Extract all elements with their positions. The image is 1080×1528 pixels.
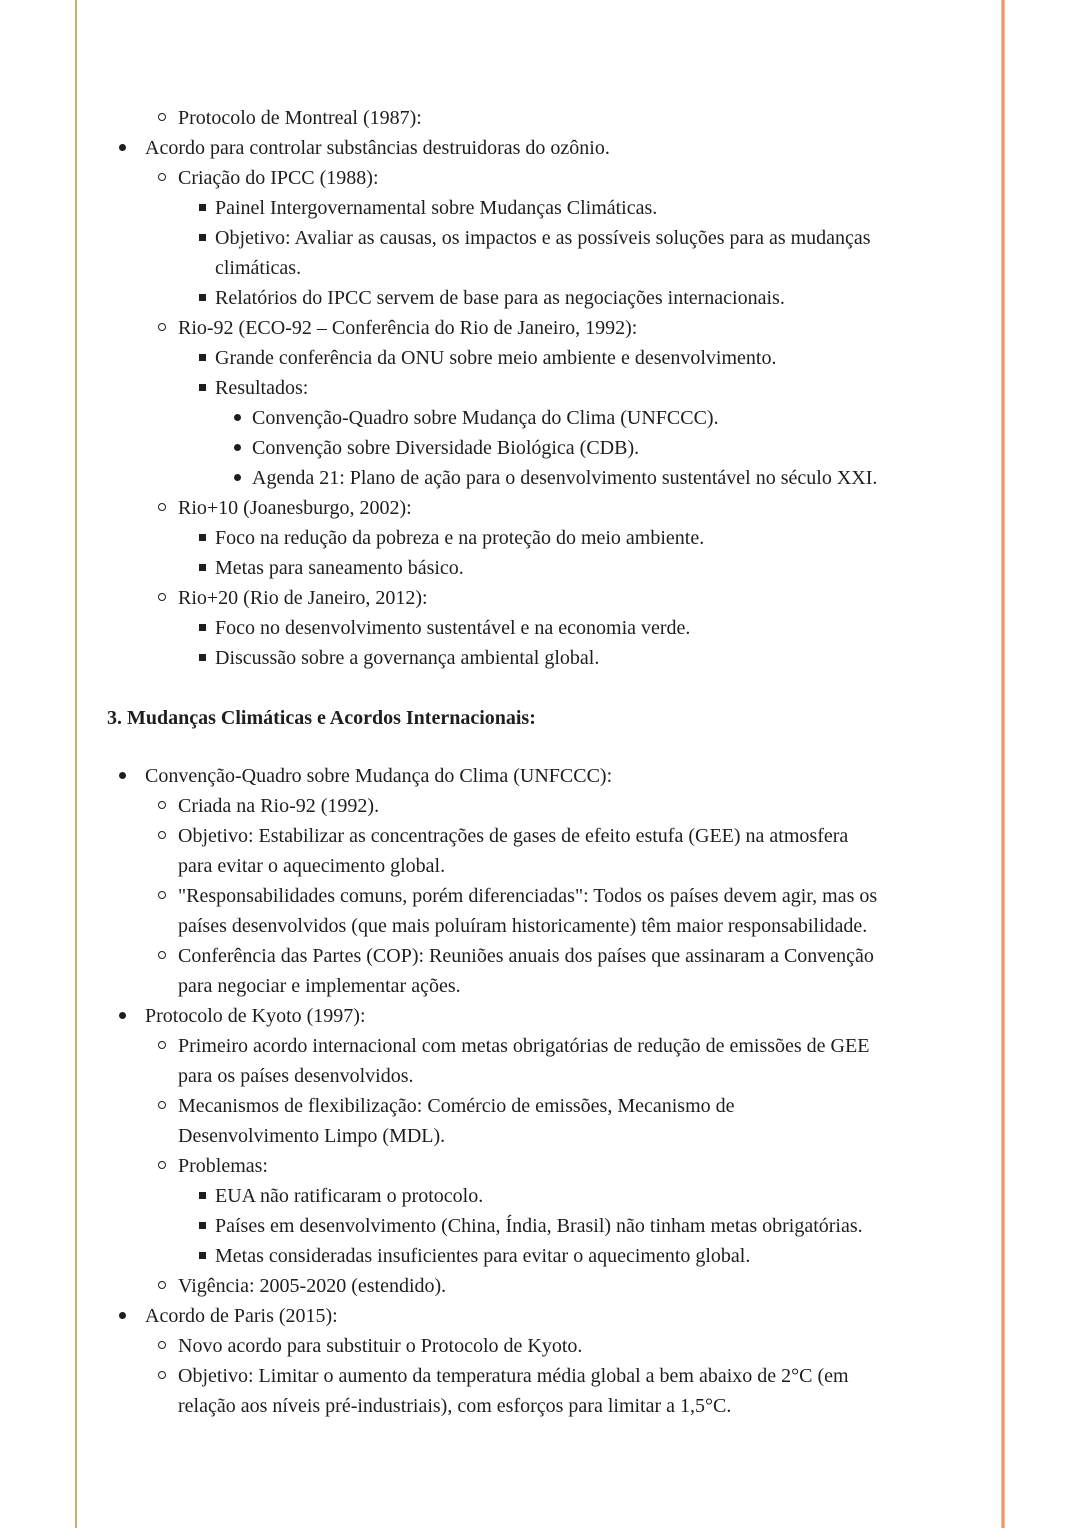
- list-item-line: Rio+10 (Joanesburgo, 2002):: [178, 497, 412, 519]
- bullet-circle-icon: [158, 1371, 166, 1379]
- list-item-text: [145, 761, 970, 791]
- bullet-square-icon: [199, 384, 206, 391]
- list-item-line: Metas para saneamento básico.: [215, 557, 464, 579]
- bullet-square-icon: [199, 534, 206, 541]
- list-item: [107, 283, 970, 313]
- list-item-line: Rio-92 (ECO-92 – Conferência do Rio de Janeiro, 1992):: [178, 317, 638, 339]
- list-item-text: [178, 1031, 970, 1091]
- bullet-square-icon: [199, 1252, 206, 1259]
- bullet-square-icon: [199, 1192, 206, 1199]
- list-item: [107, 463, 970, 493]
- list-item-text: [178, 583, 970, 613]
- list-item-line: Agenda 21: Plano de ação para o desenvolvimento sustentável no século XXI.: [252, 467, 878, 489]
- list-item: [107, 373, 970, 403]
- bullet-circle-icon: [158, 323, 166, 331]
- list-item-text: [252, 463, 970, 493]
- bullet-circle-icon: [158, 1041, 166, 1049]
- bullet-circle-icon: [158, 1341, 166, 1349]
- bullet-circle-icon: [158, 801, 166, 809]
- list-item-line: Convenção-Quadro sobre Mudança do Clima (UNFCCC).: [252, 407, 719, 429]
- list-item: [107, 821, 970, 881]
- list-item-text: [215, 553, 970, 583]
- list-item: [107, 1301, 970, 1331]
- page-left-border-line: [75, 0, 77, 1528]
- list-item: [107, 643, 970, 673]
- list-item-line: Objetivo: Limitar o aumento da temperatura média global a bem abaixo de 2°C (em: [178, 1365, 849, 1387]
- list-item: [107, 1091, 970, 1151]
- list-item-text: [178, 1151, 970, 1181]
- bullet-square-icon: [199, 354, 206, 361]
- bullet-square-icon: [199, 624, 206, 631]
- bullet-square-icon: [199, 204, 206, 211]
- list-item-text: [215, 1181, 970, 1211]
- list-item-text: [215, 283, 970, 313]
- bullet-circle-icon: [158, 891, 166, 899]
- list-item-line: Criada na Rio-92 (1992).: [178, 795, 380, 817]
- list-item: [107, 313, 970, 343]
- list-item-line: Convenção-Quadro sobre Mudança do Clima (UNFCCC):: [145, 765, 613, 787]
- list-item: [107, 1151, 970, 1181]
- list-item-line: países desenvolvidos (que mais poluíram historicamente) têm maior responsabilidade.: [178, 915, 868, 937]
- list-item: [107, 193, 970, 223]
- list-item-text: [215, 193, 970, 223]
- list-item-text: [215, 643, 970, 673]
- list-item-line: Rio+20 (Rio de Janeiro, 2012):: [178, 587, 428, 609]
- list-item-text: [145, 133, 970, 163]
- list-item: [107, 791, 970, 821]
- list-item: [107, 403, 970, 433]
- list-item-text: [145, 1301, 970, 1331]
- list-item-line: Grande conferência da ONU sobre meio ambiente e desenvolvimento.: [215, 347, 777, 369]
- bullet-square-icon: [199, 564, 206, 571]
- list-item-line: Acordo de Paris (2015):: [145, 1305, 338, 1327]
- list-item-text: [215, 223, 970, 283]
- list-item-line: Mecanismos de flexibilização: Comércio de emissões, Mecanismo de: [178, 1095, 735, 1117]
- list-item-text: [178, 163, 970, 193]
- list-item-line: Primeiro acordo internacional com metas obrigatórias de redução de emissões de GEE: [178, 1035, 870, 1057]
- list-item: [107, 1331, 970, 1361]
- page-right-border-line: [1001, 0, 1005, 1528]
- bullet-disc-icon: [119, 144, 126, 151]
- list-item: [107, 1031, 970, 1091]
- document-content: [107, 103, 970, 1421]
- bullet-disc-icon: [119, 1012, 126, 1019]
- list-item-line: Desenvolvimento Limpo (MDL).: [178, 1125, 446, 1147]
- list-item-line: Países em desenvolvimento (China, Índia, Brasil) não tinham metas obrigatórias.: [215, 1215, 863, 1237]
- list-item: [107, 343, 970, 373]
- list-item-line: Painel Intergovernamental sobre Mudanças Climáticas.: [215, 197, 658, 219]
- list-item-text: [215, 1211, 970, 1241]
- list-item-line: climáticas.: [215, 257, 302, 279]
- bullet-disc-icon: [119, 772, 126, 779]
- list-item-line: Vigência: 2005-2020 (estendido).: [178, 1275, 447, 1297]
- list-item-text: [215, 523, 970, 553]
- list-item-line: Discussão sobre a governança ambiental global.: [215, 647, 600, 669]
- list-item-line: Convenção sobre Diversidade Biológica (CDB).: [252, 437, 640, 459]
- list-item: [107, 133, 970, 163]
- bullet-list: [107, 761, 970, 1421]
- list-item: [107, 881, 970, 941]
- list-item-line: Conferência das Partes (COP): Reuniões anuais dos países que assinaram a Convenção: [178, 945, 874, 967]
- list-item-text: [252, 433, 970, 463]
- list-item-line: "Responsabilidades comuns, porém diferenciadas": Todos os países devem agir, mas os: [178, 885, 878, 907]
- list-item-text: [178, 1271, 970, 1301]
- bullet-circle-icon: [158, 593, 166, 601]
- list-item-text: [178, 1331, 970, 1361]
- list-item-text: [178, 821, 970, 881]
- bullet-disc-icon: [234, 444, 241, 451]
- list-item: [107, 1001, 970, 1031]
- bullet-square-icon: [199, 294, 206, 301]
- list-item-line: Acordo para controlar substâncias destruidoras do ozônio.: [145, 137, 610, 159]
- bullet-square-icon: [199, 1222, 206, 1229]
- list-item-text: [215, 1241, 970, 1271]
- list-item-text: [178, 1361, 970, 1421]
- bullet-circle-icon: [158, 951, 166, 959]
- list-item: [107, 1181, 970, 1211]
- list-item-line: Foco no desenvolvimento sustentável e na economia verde.: [215, 617, 691, 639]
- bullet-circle-icon: [158, 1281, 166, 1289]
- list-item-line: Criação do IPCC (1988):: [178, 167, 379, 189]
- list-item: [107, 941, 970, 1001]
- list-item: [107, 1271, 970, 1301]
- list-item-line: EUA não ratificaram o protocolo.: [215, 1185, 484, 1207]
- bullet-circle-icon: [158, 173, 166, 181]
- list-item-text: [252, 403, 970, 433]
- list-item-text: [178, 1091, 970, 1151]
- list-item: [107, 433, 970, 463]
- list-item: [107, 1241, 970, 1271]
- list-item-text: [178, 941, 970, 1001]
- list-item-line: Objetivo: Estabilizar as concentrações de gases de efeito estufa (GEE) na atmosfera: [178, 825, 849, 847]
- section-heading: 3. Mudanças Climáticas e Acordos Internacionais:: [107, 707, 536, 729]
- list-item-line: Metas consideradas insuficientes para evitar o aquecimento global.: [215, 1245, 751, 1267]
- list-item-line: para negociar e implementar ações.: [178, 975, 461, 997]
- list-item-line: Resultados:: [215, 377, 309, 399]
- bullet-disc-icon: [234, 414, 241, 421]
- list-item-line: para evitar o aquecimento global.: [178, 855, 446, 877]
- list-item-text: [215, 373, 970, 403]
- list-item-line: Objetivo: Avaliar as causas, os impactos e as possíveis soluções para as mudanças: [215, 227, 871, 249]
- bullet-disc-icon: [119, 1312, 126, 1319]
- bullet-circle-icon: [158, 113, 166, 121]
- list-item-line: relação aos níveis pré-industriais), com esforços para limitar a 1,5°C.: [178, 1395, 732, 1417]
- list-item: [107, 223, 970, 283]
- list-item-line: Relatórios do IPCC servem de base para as negociações internacionais.: [215, 287, 785, 309]
- list-item-line: Problemas:: [178, 1155, 268, 1177]
- list-item-text: [178, 791, 970, 821]
- bullet-disc-icon: [234, 474, 241, 481]
- list-item: [107, 163, 970, 193]
- list-item-text: [215, 613, 970, 643]
- list-item-line: para os países desenvolvidos.: [178, 1065, 414, 1087]
- bullet-circle-icon: [158, 1101, 166, 1109]
- list-item-line: Novo acordo para substituir o Protocolo de Kyoto.: [178, 1335, 583, 1357]
- list-item: [107, 1361, 970, 1421]
- bullet-circle-icon: [158, 831, 166, 839]
- bullet-list: [107, 103, 970, 673]
- list-item-line: Protocolo de Kyoto (1997):: [145, 1005, 366, 1027]
- list-item-text: [178, 881, 970, 941]
- list-item-text: [178, 103, 970, 133]
- list-item: [107, 493, 970, 523]
- list-item: [107, 553, 970, 583]
- bullet-circle-icon: [158, 503, 166, 511]
- list-item-line: Protocolo de Montreal (1987):: [178, 107, 422, 129]
- list-item-text: [215, 343, 970, 373]
- list-item: [107, 613, 970, 643]
- list-item: [107, 103, 970, 133]
- list-item-text: [178, 313, 970, 343]
- list-item: [107, 761, 970, 791]
- bullet-circle-icon: [158, 1161, 166, 1169]
- list-item: [107, 523, 970, 553]
- list-item: [107, 1211, 970, 1241]
- list-item: [107, 583, 970, 613]
- list-item-line: Foco na redução da pobreza e na proteção do meio ambiente.: [215, 527, 705, 549]
- list-item-text: [178, 493, 970, 523]
- bullet-square-icon: [199, 234, 206, 241]
- list-item-text: [145, 1001, 970, 1031]
- bullet-square-icon: [199, 654, 206, 661]
